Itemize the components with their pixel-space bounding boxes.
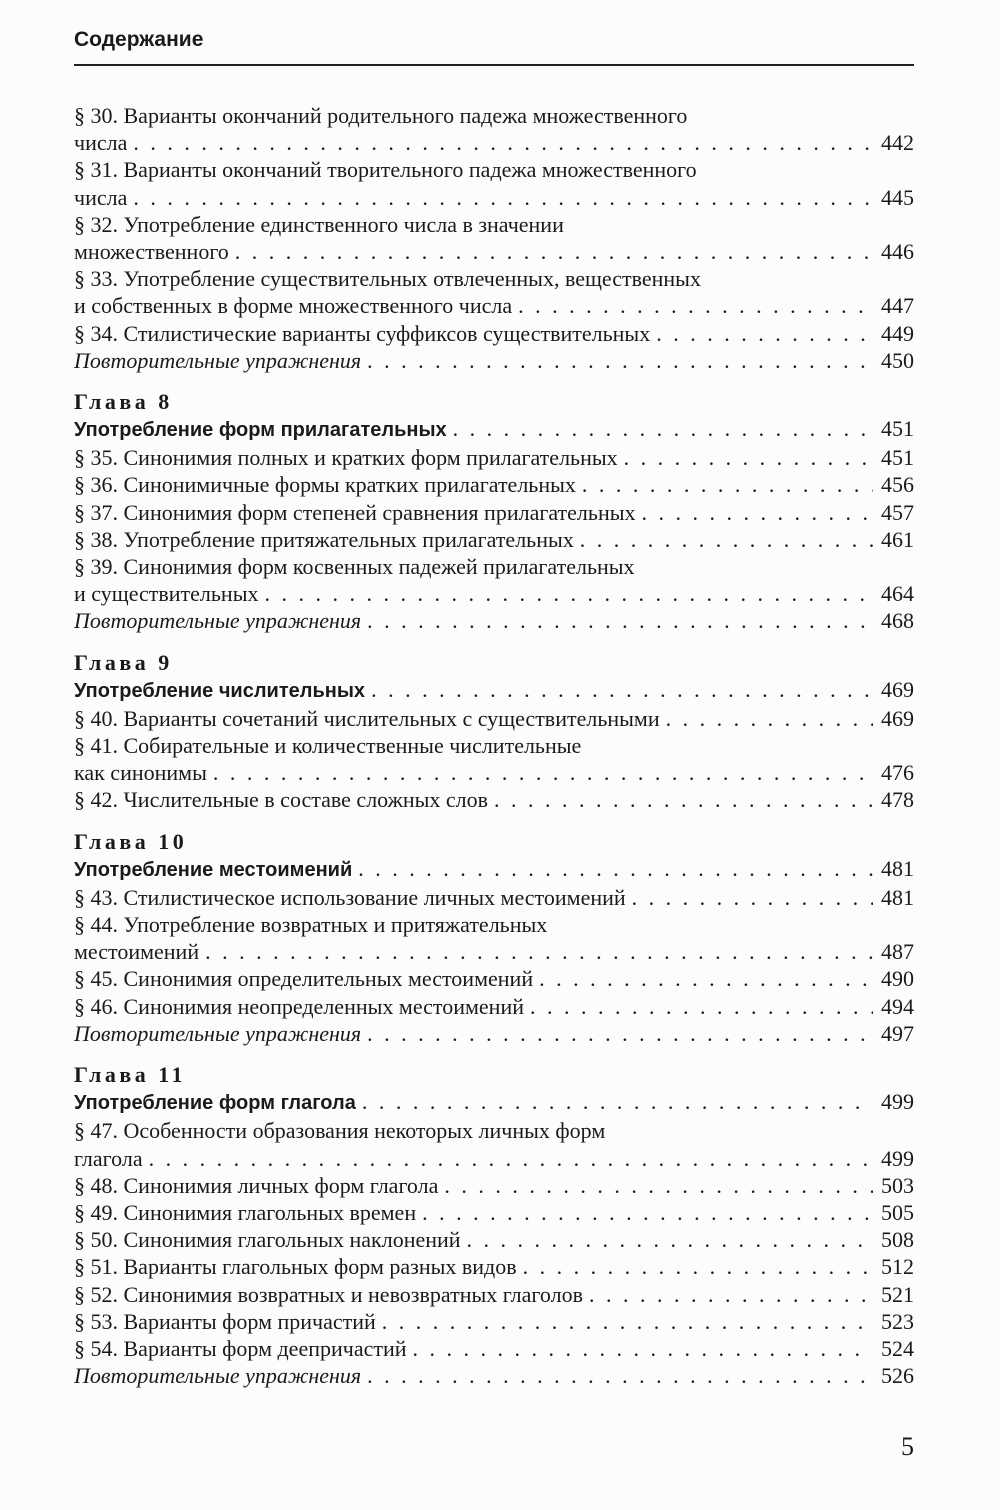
toc-entry[interactable] (74, 732, 914, 786)
page-ref: 499 (881, 1145, 914, 1171)
chapter-entries (74, 705, 914, 814)
leader-dots (235, 238, 873, 265)
entry-title-line: § 32. Употребление единственного числа в значении (74, 211, 564, 237)
leader-dots (367, 1020, 873, 1047)
page-number: 5 (901, 1432, 914, 1461)
page-ref: 451 (881, 416, 914, 442)
leader-dots (539, 965, 873, 992)
leader-dots (413, 1335, 873, 1362)
page-ref: 469 (881, 705, 914, 731)
page-ref: 450 (881, 347, 914, 373)
chapter-title: Употребление форм прилагательных (74, 419, 447, 442)
leader-dots (382, 1308, 873, 1335)
entry-title: множественного (74, 239, 229, 265)
page-ref: 494 (881, 993, 914, 1019)
toc-entry[interactable] (74, 1335, 914, 1362)
leader-dots (205, 938, 873, 965)
entry-title: § 36. Синонимичные формы кратких прилагательных (74, 472, 576, 498)
page-ref: 521 (881, 1281, 914, 1307)
page-ref: 505 (881, 1199, 914, 1225)
entry-title: § 45. Синонимия определительных местоимений (74, 966, 534, 992)
page-ref: 451 (881, 445, 914, 471)
chapter-label: Глава 9 (74, 649, 173, 675)
page-ref: 456 (881, 472, 914, 498)
page-ref: 490 (881, 966, 914, 992)
page-ref: 512 (881, 1254, 914, 1280)
toc-entry[interactable] (74, 965, 914, 992)
toc-entry[interactable] (74, 499, 914, 526)
leader-dots (149, 1145, 873, 1172)
toc-entry[interactable] (74, 1226, 914, 1253)
entry-title: местоимений (74, 939, 200, 965)
page-ref: 468 (881, 608, 914, 634)
entry-title: и существительных (74, 581, 259, 607)
review-exercises-entry[interactable] (74, 1020, 914, 1047)
entry-title: и собственных в форме множественного числа (74, 293, 513, 319)
entry-title: § 48. Синонимия личных форм глагола (74, 1172, 439, 1198)
header-rule (74, 64, 914, 66)
entry-title-line: § 44. Употребление возвратных и притяжательных (74, 912, 548, 938)
leader-dots (580, 526, 873, 553)
page-ref: 446 (881, 239, 914, 265)
toc-entry[interactable] (74, 705, 914, 732)
toc-entry[interactable] (74, 1199, 914, 1226)
page-ref: 523 (881, 1308, 914, 1334)
table-of-contents (74, 102, 914, 1389)
review-exercises-entry[interactable] (74, 607, 914, 634)
leader-dots (133, 184, 873, 211)
entry-title: § 42. Числительные в составе сложных слов (74, 787, 489, 813)
page-ref: 503 (881, 1172, 914, 1198)
leader-dots (213, 759, 873, 786)
entry-title: Повторительные упражнения (74, 1363, 362, 1389)
entry-title-line: § 47. Особенности образования некоторых личных форм (74, 1118, 606, 1144)
leader-dots (265, 580, 874, 607)
leader-dots (133, 129, 873, 156)
chapter-entries (74, 884, 914, 1047)
toc-entry[interactable] (74, 444, 914, 471)
entry-title: Повторительные упражнения (74, 608, 362, 634)
toc-entry[interactable] (74, 1253, 914, 1280)
page-ref: 442 (881, 130, 914, 156)
running-head: Содержание (74, 28, 204, 51)
toc-entry[interactable] (74, 993, 914, 1020)
leader-dots (367, 607, 873, 634)
chapter-label: Глава 11 (74, 1062, 187, 1088)
page-ref: 476 (881, 760, 914, 786)
entry-title: Повторительные упражнения (74, 347, 362, 373)
toc-entry[interactable] (74, 211, 914, 265)
page-ref: 464 (881, 581, 914, 607)
leader-dots (530, 993, 873, 1020)
leader-dots (494, 786, 873, 813)
leader-dots (358, 855, 873, 882)
leader-dots (367, 1362, 873, 1389)
chapter-title-entry[interactable] (74, 1088, 914, 1117)
page-ref: 445 (881, 184, 914, 210)
page-ref: 497 (881, 1020, 914, 1046)
leader-dots (582, 471, 873, 498)
entry-title: § 51. Варианты глагольных форм разных видов (74, 1254, 517, 1280)
page-ref: 508 (881, 1227, 914, 1253)
entry-title: § 54. Варианты форм деепричастий (74, 1335, 407, 1361)
leader-dots (624, 444, 873, 471)
toc-entry[interactable] (74, 265, 914, 319)
entry-title-line: § 31. Варианты окончаний творительного падежа множественного (74, 157, 697, 183)
page-ref: 461 (881, 526, 914, 552)
toc-entry[interactable] (74, 1281, 914, 1308)
page-ref: 457 (881, 499, 914, 525)
entry-title: § 52. Синонимия возвратных и невозвратных глаголов (74, 1281, 583, 1307)
entry-title-line: § 39. Синонимия форм косвенных падежей прилагательных (74, 554, 635, 580)
toc-entry[interactable] (74, 884, 914, 911)
chapter-entries (74, 444, 914, 634)
page-ref: 526 (881, 1363, 914, 1389)
entry-title: § 53. Варианты форм причастий (74, 1308, 376, 1334)
toc-entry[interactable] (74, 156, 914, 210)
entry-title: § 37. Синонимия форм степеней сравнения прилагательных (74, 499, 636, 525)
chapter-title-entry[interactable] (74, 415, 914, 444)
entry-title: § 50. Синонимия глагольных наклонений (74, 1227, 461, 1253)
leader-dots (467, 1226, 873, 1253)
chapter-title: Употребление местоимений (74, 858, 353, 881)
review-exercises-entry[interactable] (74, 347, 914, 374)
chapter-label: Глава 8 (74, 389, 173, 415)
entry-title: § 38. Употребление притяжательных прилагательных (74, 526, 574, 552)
entry-title-line: § 41. Собирательные и количественные числительные (74, 733, 582, 759)
leader-dots (523, 1253, 873, 1280)
chapter-label: Глава 10 (74, 828, 188, 854)
entry-title-line: § 30. Варианты окончаний родительного падежа множественного (74, 103, 688, 128)
entry-title: § 49. Синонимия глагольных времен (74, 1199, 417, 1225)
leader-dots (642, 499, 874, 526)
page-ref: 449 (881, 320, 914, 346)
toc-chapter-9 (74, 649, 914, 814)
toc-entry[interactable] (74, 320, 914, 347)
entry-title: § 46. Синонимия неопределенных местоимений (74, 993, 525, 1019)
entry-title: Повторительные упражнения (74, 1020, 362, 1046)
toc-entry[interactable] (74, 471, 914, 498)
leader-dots (362, 1088, 873, 1115)
leader-dots (632, 884, 873, 911)
page-ref: 481 (881, 855, 914, 881)
entry-title: § 34. Стилистические варианты суффиксов существительных (74, 320, 651, 346)
toc-entry[interactable] (74, 526, 914, 553)
page-ref: 499 (881, 1089, 914, 1115)
toc-chapter-8 (74, 388, 914, 635)
chapter-title: Употребление форм глагола (74, 1092, 356, 1115)
entry-title: глагола (74, 1145, 143, 1171)
toc-chapter-10 (74, 828, 914, 1047)
toc-entry[interactable] (74, 911, 914, 965)
leader-dots (444, 1172, 873, 1199)
entry-title: § 43. Стилистическое использование личных местоимений (74, 884, 626, 910)
leader-dots (453, 415, 873, 442)
toc-entry[interactable] (74, 1117, 914, 1171)
leader-dots (656, 320, 873, 347)
page-ref: 487 (881, 939, 914, 965)
leader-dots (666, 705, 873, 732)
chapter-title-entry[interactable] (74, 676, 914, 705)
toc-entry[interactable] (74, 1172, 914, 1199)
page-ref: 481 (881, 884, 914, 910)
toc-entry[interactable] (74, 102, 914, 156)
entry-title: § 40. Варианты сочетаний числительных с существительными (74, 705, 660, 731)
leader-dots (518, 292, 873, 319)
page-ref: 469 (881, 676, 914, 702)
entry-title: числа (74, 184, 128, 210)
toc-section-intro (74, 102, 914, 374)
leader-dots (422, 1199, 873, 1226)
leader-dots (371, 676, 873, 703)
toc-entry[interactable] (74, 553, 914, 607)
chapter-title: Употребление числительных (74, 679, 366, 702)
review-exercises-entry[interactable] (74, 1362, 914, 1389)
page-ref: 447 (881, 293, 914, 319)
chapter-entries (74, 1117, 914, 1389)
page-ref: 524 (881, 1335, 914, 1361)
toc-entry[interactable] (74, 786, 914, 813)
chapter-title-entry[interactable] (74, 855, 914, 884)
toc-chapter-11 (74, 1061, 914, 1389)
entry-title: числа (74, 130, 128, 156)
entry-title: § 35. Синонимия полных и кратких форм прилагательных (74, 445, 618, 471)
leader-dots (367, 347, 873, 374)
entry-title: как синонимы (74, 760, 207, 786)
toc-entry[interactable] (74, 1308, 914, 1335)
entry-title-line: § 33. Употребление существительных отвлеченных, вещественных (74, 266, 701, 292)
leader-dots (589, 1281, 873, 1308)
page-ref: 478 (881, 787, 914, 813)
